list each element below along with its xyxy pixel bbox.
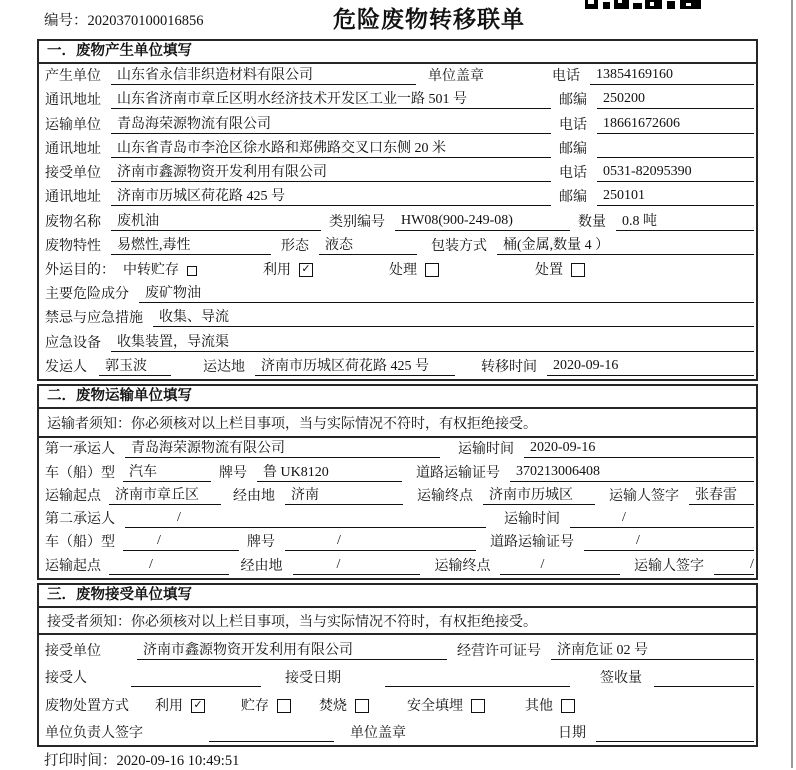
- serial-number-line: [44, 9, 204, 30]
- waste-code-value: HW08(900-249-08): [395, 213, 570, 231]
- responsible-sign-label: 单位负责人签字: [45, 726, 143, 741]
- carrier-sign-label: 运输人签字: [609, 488, 679, 504]
- waste-form-value: 液态: [319, 234, 417, 255]
- road-permit-label: 道路运输证号: [416, 465, 500, 481]
- first-carrier-row: [39, 438, 756, 461]
- waste-code-label: 类别编号: [329, 214, 385, 230]
- license-value: 济南危证 02 号: [551, 639, 754, 660]
- accepting-person-value: [131, 669, 261, 687]
- receiver-unit-row: [39, 161, 756, 185]
- first-carrier-value: 青岛海荣源物流有限公司: [125, 437, 440, 458]
- transporter-zip-label: 邮编: [559, 141, 587, 157]
- transporter-unit-value: 青岛海荣源物流有限公司: [111, 113, 551, 134]
- route-end-2-value: /: [500, 557, 620, 575]
- hazard-component-label: 主要危险成分: [45, 287, 129, 303]
- section-producer-title: 一．废物产生单位填写: [39, 41, 756, 64]
- second-carrier-label: 第二承运人: [45, 512, 115, 528]
- receiver-address-label: 通讯地址: [45, 190, 101, 206]
- transporter-unit-row: [39, 112, 756, 136]
- producer-address-value: 山东省济南市章丘区明水经济技术开发区工业一路 501 号: [111, 88, 551, 109]
- emergency-equipment-label: 应急设备: [45, 335, 101, 351]
- dispatch-row: [39, 355, 756, 379]
- waste-qty-value: 0.8 吨: [616, 210, 754, 231]
- producer-address-row: [39, 88, 756, 112]
- accepting-unit-value: 济南市鑫源物资开发利用有限公司: [137, 639, 447, 660]
- transfer-purpose-label: 外运目的：: [45, 262, 115, 278]
- first-carrier-label: 第一承运人: [45, 442, 115, 458]
- transport-time-2-label: 运输时间: [504, 512, 560, 528]
- waste-name-label: 废物名称: [45, 214, 101, 230]
- transport-time-value: 2020-09-16: [524, 440, 754, 458]
- route-start-2-label: 运输起点: [45, 558, 101, 574]
- packing-value: 桶(金属,数量 4 ）: [497, 234, 754, 255]
- producer-unit-label: 产生单位: [45, 69, 101, 85]
- section-receiver-title: 三．废物接受单位填写: [39, 585, 756, 608]
- route-via-label: 经由地: [233, 488, 275, 504]
- producer-unit-value: 山东省永信非织造材料有限公司: [111, 64, 416, 85]
- disposal-use-checkbox: [191, 699, 205, 713]
- receiver-notice: 接受者须知：你必须核对以上栏目事项，当与实际情况不符时，有权拒绝接受。: [39, 608, 756, 635]
- producer-address-label: 通讯地址: [45, 93, 101, 109]
- receiver-unit-label: 接受单位: [45, 166, 101, 182]
- producer-phone-label: 电话: [552, 69, 580, 85]
- route-via-2-label: 经由地: [240, 558, 283, 574]
- accept-date-value: [385, 669, 570, 687]
- purpose-use-checkbox: [299, 263, 313, 277]
- waste-character-row: [39, 234, 756, 258]
- sign-date-value: [596, 724, 754, 742]
- qr-code-fragment-icon: [585, 0, 701, 9]
- waste-form-label: 形态: [281, 238, 309, 254]
- disposal-use-label: 利用: [155, 698, 183, 714]
- section-producer: [37, 39, 758, 381]
- carrier-sign-2-label: 运输人签字: [634, 558, 704, 574]
- carrier-sign-value: 张春雷: [689, 484, 754, 505]
- signed-qty-label: 签收量: [600, 671, 642, 686]
- route-start-label: 运输起点: [45, 488, 101, 504]
- waste-character-label: 废物特性: [45, 238, 101, 254]
- taboo-measures-row: [39, 306, 756, 330]
- route-end-value: 济南市历城区: [483, 484, 595, 505]
- road-permit-2-value: /: [584, 533, 754, 551]
- unit-seal-2-label: 单位盖章: [350, 726, 406, 741]
- route-via-2-value: /: [293, 557, 421, 575]
- producer-unit-row: [39, 64, 756, 88]
- unit-seal-label: 单位盖章: [428, 69, 484, 85]
- route-row-2: [39, 554, 756, 577]
- destination-value: 济南市历城区荷花路 425 号: [255, 355, 455, 376]
- receiver-unit-value: 济南市鑫源物资开发利用有限公司: [111, 161, 551, 182]
- plate-value: 鲁 UK8120: [257, 461, 402, 482]
- transport-time-label: 运输时间: [458, 442, 514, 458]
- emergency-equipment-value: 收集装置，导流渠: [111, 331, 754, 352]
- disposal-other-label: 其他: [525, 698, 553, 714]
- vehicle-row-2: [39, 531, 756, 554]
- disposal-burn-checkbox: [355, 699, 369, 713]
- transporter-address-label: 通讯地址: [45, 141, 101, 157]
- receiver-address-value: 济南市历城区荷花路 425 号: [111, 185, 551, 206]
- route-row-1: [39, 485, 756, 508]
- producer-zip-label: 邮编: [559, 93, 587, 109]
- purpose-treat-label: 处理: [389, 262, 417, 278]
- transporter-address-row: [39, 137, 756, 161]
- signed-qty-value: [654, 669, 754, 687]
- packing-label: 包装方式: [431, 238, 487, 254]
- route-via-value: 济南: [285, 484, 403, 505]
- route-start-2-value: /: [109, 557, 229, 575]
- page-edge-line: [791, 0, 793, 768]
- accept-date-label: 接受日期: [285, 671, 341, 686]
- section-receiver: [37, 583, 758, 747]
- transfer-purpose-row: [39, 258, 756, 282]
- disposal-storage-checkbox: [277, 699, 291, 713]
- hazard-component-row: [39, 282, 756, 306]
- disposal-method-label: 废物处置方式: [45, 698, 129, 714]
- receiver-zip-label: 邮编: [559, 190, 587, 206]
- transport-time-2-value: /: [570, 510, 754, 528]
- vehicle-type-2-value: /: [123, 533, 239, 551]
- destination-label: 运达地: [203, 359, 245, 375]
- disposal-landfill-checkbox: [471, 699, 485, 713]
- check-icon: ✓: [301, 262, 311, 275]
- responsible-sign-value: [209, 724, 334, 742]
- sign-date-label: 日期: [558, 726, 586, 741]
- license-label: 经营许可证号: [457, 643, 541, 659]
- waste-qty-label: 数量: [578, 214, 606, 230]
- waste-name-row: [39, 209, 756, 233]
- transporter-zip-value: [597, 140, 754, 158]
- serial-value: 2020370100016856: [87, 13, 204, 29]
- transporter-notice: 运输者须知：你必须核对以上栏目事项，当与实际情况不符时，有权拒绝接受。: [39, 409, 756, 438]
- purpose-treat-checkbox: [425, 263, 439, 277]
- receiver-phone-label: 电话: [559, 166, 587, 182]
- transporter-phone-label: 电话: [559, 117, 587, 133]
- print-time-label: 打印时间：: [44, 753, 117, 769]
- disposal-other-checkbox: [561, 699, 575, 713]
- purpose-transfer-storage-label: 中转贮存: [123, 262, 179, 278]
- accepting-unit-row: [39, 635, 756, 663]
- purpose-dispose-checkbox: [571, 263, 585, 277]
- transporter-phone-value: 18661672606: [597, 116, 754, 134]
- serial-label: 编号：: [44, 13, 88, 29]
- route-end-2-label: 运输终点: [434, 558, 491, 574]
- waste-name-value: 废机油: [111, 210, 321, 231]
- vehicle-type-2-label: 车（船）型: [45, 535, 115, 551]
- route-end-label: 运输终点: [417, 488, 473, 504]
- plate-2-label: 牌号: [247, 535, 275, 551]
- dispatcher-value: 郭玉波: [99, 355, 171, 376]
- producer-phone-value: 13854169160: [590, 67, 754, 85]
- disposal-storage-label: 贮存: [241, 698, 269, 714]
- receiver-phone-value: 0531-82095390: [597, 164, 754, 182]
- print-time-line: [44, 749, 239, 770]
- accepting-person-row: [39, 663, 756, 691]
- transporter-unit-label: 运输单位: [45, 117, 101, 133]
- accepting-unit-label: 接受单位: [45, 643, 101, 659]
- carrier-sign-2-value: /: [714, 557, 754, 575]
- second-carrier-row: [39, 508, 756, 531]
- vehicle-type-label: 车（船）型: [45, 465, 115, 481]
- section-transporter: [37, 384, 758, 580]
- check-icon: ✓: [193, 698, 203, 711]
- receiver-address-row: [39, 185, 756, 209]
- road-permit-value: 370213006408: [510, 464, 754, 482]
- producer-zip-value: 250200: [597, 91, 754, 109]
- page-title: 危险废物转移联单: [333, 6, 525, 32]
- vehicle-row-1: [39, 461, 756, 484]
- transfer-time-label: 转移时间: [481, 359, 537, 375]
- disposal-method-row: [39, 690, 756, 718]
- road-permit-2-label: 道路运输证号: [490, 535, 574, 551]
- plate-label: 牌号: [219, 465, 247, 481]
- waste-character-value: 易燃性,毒性: [111, 234, 271, 255]
- responsible-sign-row: [39, 718, 756, 746]
- plate-2-value: /: [285, 533, 476, 551]
- taboo-measures-value: 收集、导流: [153, 306, 754, 327]
- route-start-value: 济南市章丘区: [109, 484, 221, 505]
- transporter-address-value: 山东省青岛市李沧区徐水路和郑佛路交叉口东侧 20 米: [111, 137, 551, 158]
- second-carrier-value: /: [125, 510, 486, 528]
- transfer-time-value: 2020-09-16: [547, 358, 754, 376]
- purpose-dispose-label: 处置: [535, 262, 563, 278]
- print-time-value: 2020-09-16 10:49:51: [116, 753, 240, 769]
- accepting-person-label: 接受人: [45, 671, 87, 686]
- dispatcher-label: 发运人: [45, 359, 87, 375]
- emergency-equipment-row: [39, 330, 756, 354]
- taboo-measures-label: 禁忌与应急措施: [45, 311, 143, 327]
- hazard-component-value: 废矿物油: [139, 282, 754, 303]
- disposal-landfill-label: 安全填埋: [407, 698, 463, 714]
- vehicle-type-value: 汽车: [123, 461, 211, 482]
- purpose-transfer-storage-checkbox: [187, 266, 197, 276]
- section-transporter-title: 二．废物运输单位填写: [39, 386, 756, 409]
- purpose-use-label: 利用: [263, 262, 291, 278]
- receiver-zip-value: 250101: [597, 188, 754, 206]
- disposal-burn-label: 焚烧: [319, 698, 347, 714]
